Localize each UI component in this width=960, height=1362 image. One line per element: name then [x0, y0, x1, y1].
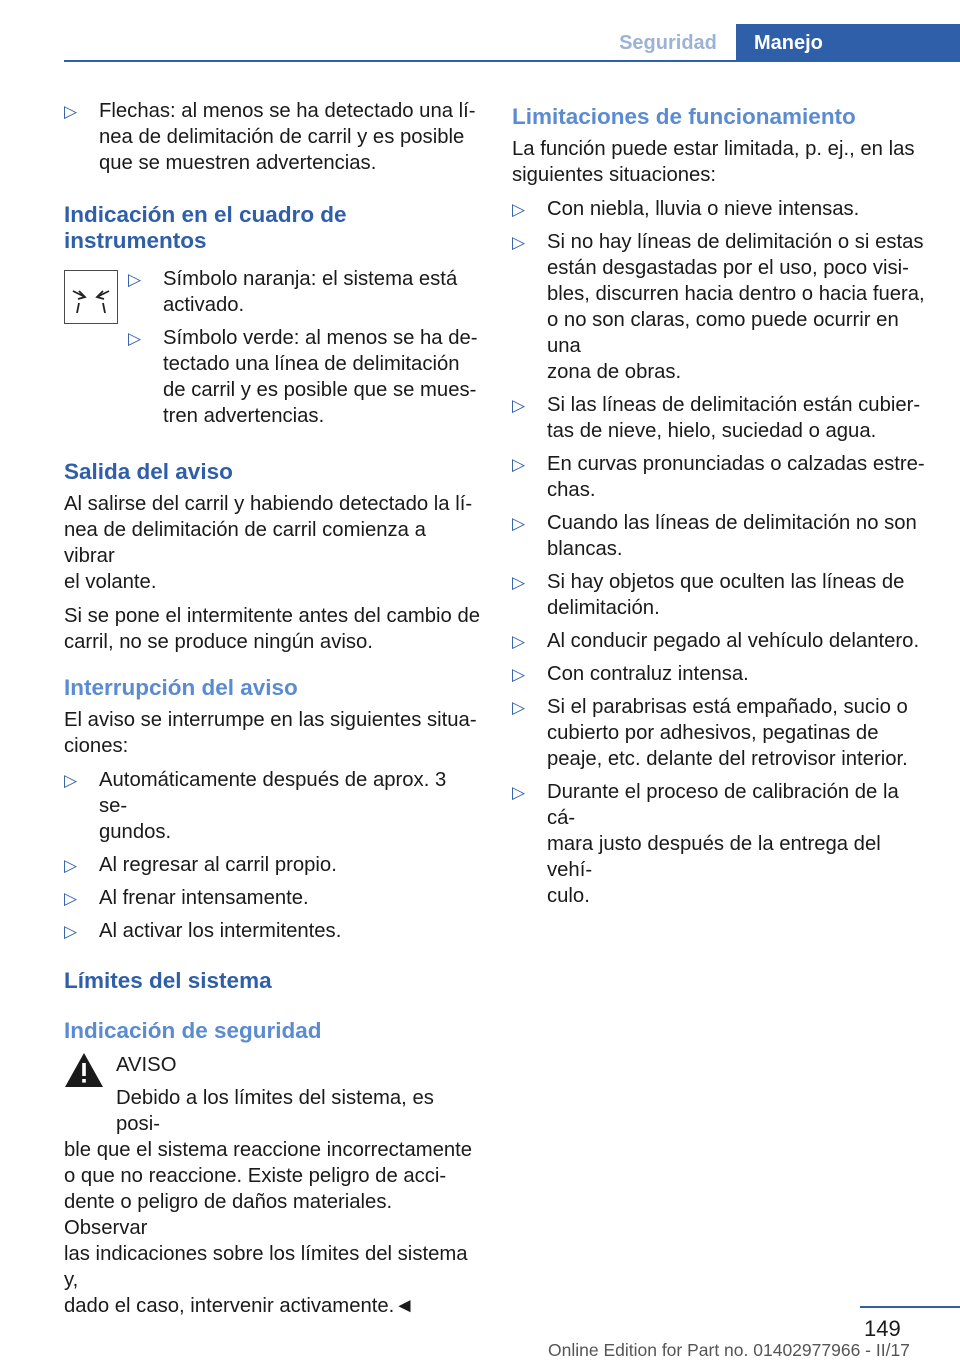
- list-item: [64, 767, 480, 845]
- paragraph-salida-2: Si se pone el intermitente antes del cambio de carril, no se produce ningún aviso.: [64, 605, 481, 653]
- header-rule: [64, 60, 960, 62]
- triangle-bullet-icon: ▷: [128, 329, 142, 348]
- list-item: [128, 266, 480, 318]
- warning-block: [64, 1052, 480, 1319]
- paragraph-limitaciones: La función puede estar limitada, p. ej., en las siguientes situaciones:: [512, 138, 915, 186]
- list-item-text: En curvas pronunciadas o calzadas estre- chas.: [547, 453, 925, 501]
- list-item-text: Automáticamente después de aprox. 3 se- gundos.: [99, 769, 447, 843]
- list-item-text: Al activar los intermitentes.: [99, 920, 342, 942]
- list-item: [64, 918, 480, 944]
- page-number: 149: [864, 1316, 901, 1341]
- triangle-bullet-icon: ▷: [512, 783, 526, 802]
- list-item: [512, 451, 928, 503]
- list-item-text: Flechas: al menos se ha detectado una lí- nea de delimitación de carril y es posible que se muestren advertencias.: [99, 100, 476, 174]
- list-item-text: Si hay objetos que oculten las líneas de delimitación.: [547, 571, 905, 619]
- triangle-bullet-icon: ▷: [512, 200, 526, 219]
- triangle-bullet-icon: ▷: [64, 856, 78, 875]
- triangle-bullet-icon: ▷: [64, 771, 78, 790]
- list-item-text: Al conducir pegado al vehículo delantero.: [547, 630, 920, 652]
- triangle-bullet-icon: ▷: [128, 270, 142, 289]
- list-item-text: Durante el proceso de calibración de la cá- mara justo después de la entrega del vehí- culo.: [547, 781, 899, 907]
- list-item-text: Si las líneas de delimitación están cubier- tas de nieve, hielo, suciedad o agua.: [547, 394, 921, 442]
- list-item: [512, 779, 928, 909]
- list-item-text: Cuando las líneas de delimitación no son blancas.: [547, 512, 917, 560]
- triangle-bullet-icon: ▷: [512, 698, 526, 717]
- list-item: [512, 196, 928, 222]
- list-item-text: Si el parabrisas está empañado, sucio o cubierto por adhesivos, pegatinas de peaje, etc. delante del retrovisor interior.: [547, 696, 908, 770]
- list-item: [512, 569, 928, 621]
- triangle-bullet-icon: ▷: [512, 573, 526, 592]
- paragraph-salida-1: Al salirse del carril y habiendo detectado la lí- nea de delimitación de carril comienza a vibrar el volante.: [64, 493, 473, 593]
- triangle-bullet-icon: ▷: [512, 514, 526, 533]
- triangle-bullet-icon: ▷: [64, 889, 78, 908]
- list-item: [512, 392, 928, 444]
- footer-rule: [860, 1306, 960, 1308]
- warning-triangle-icon: [64, 1052, 104, 1088]
- triangle-bullet-icon: ▷: [512, 665, 526, 684]
- heading-limitaciones: Limitaciones de funcionamiento: [512, 104, 856, 129]
- list-item-text: Con niebla, lluvia o nieve intensas.: [547, 198, 860, 220]
- list-item-text: Al regresar al carril propio.: [99, 854, 337, 876]
- triangle-bullet-icon: ▷: [512, 632, 526, 651]
- list-item: [64, 852, 480, 878]
- heading-seguridad: Indicación de seguridad: [64, 1018, 322, 1043]
- list-item-text: Con contraluz intensa.: [547, 663, 749, 685]
- symbol-row: [64, 266, 480, 429]
- left-column: [64, 98, 480, 1319]
- list-item: [512, 229, 928, 385]
- list-item: [64, 98, 480, 176]
- triangle-bullet-icon: ▷: [512, 455, 526, 474]
- triangle-bullet-icon: ▷: [64, 922, 78, 941]
- list-item: [512, 510, 928, 562]
- list-item: [128, 325, 480, 429]
- list-item-text: Símbolo verde: al menos se ha de- tectado una línea de delimitación de carril y es posible que se mues- tren advertencias.: [163, 327, 478, 427]
- list-item: [512, 628, 928, 654]
- list-item: [64, 885, 480, 911]
- tab-seguridad: Seguridad: [619, 32, 717, 54]
- list-item-text: Símbolo naranja: el sistema está activado.: [163, 268, 458, 316]
- heading-salida: Salida del aviso: [64, 459, 233, 484]
- warning-title: AVISO: [116, 1054, 177, 1076]
- warning-text: ble que el sistema reaccione incorrectamente o que no reaccione. Existe peligro de acci- dente o peligro de daños materiales. Observar las indicaciones sobre los límites del sistema y, dado el caso, intervenir activamente.◄: [64, 1139, 473, 1317]
- list-item: [512, 694, 928, 772]
- footer-edition: Online Edition for Part no. 01402977966 - II/17: [548, 1340, 910, 1360]
- triangle-bullet-icon: ▷: [512, 233, 526, 252]
- triangle-bullet-icon: ▷: [64, 102, 78, 121]
- heading-limites: Límites del sistema: [64, 968, 272, 993]
- warning-text-first-line: Debido a los límites del sistema, es posi-: [116, 1087, 434, 1135]
- lane-departure-symbol-icon: [64, 270, 118, 324]
- list-item-text: Al frenar intensamente.: [99, 887, 309, 909]
- list-item-text: Si no hay líneas de delimitación o si estas están desgastadas por el uso, poco visi- bles, discurren hacia dentro o hacia fuera, o no son claras, como puede ocurrir en una zona de obras.: [547, 231, 925, 383]
- paragraph-interrupcion: El aviso se interrumpe en las siguientes situa- ciones:: [64, 709, 477, 757]
- triangle-bullet-icon: ▷: [512, 396, 526, 415]
- right-column: [512, 104, 928, 916]
- tab-manejo: Manejo: [736, 24, 960, 62]
- list-item: [512, 661, 928, 687]
- heading-indicacion: Indicación en el cuadro de instrumentos: [64, 202, 347, 253]
- heading-interrupcion: Interrupción del aviso: [64, 675, 298, 700]
